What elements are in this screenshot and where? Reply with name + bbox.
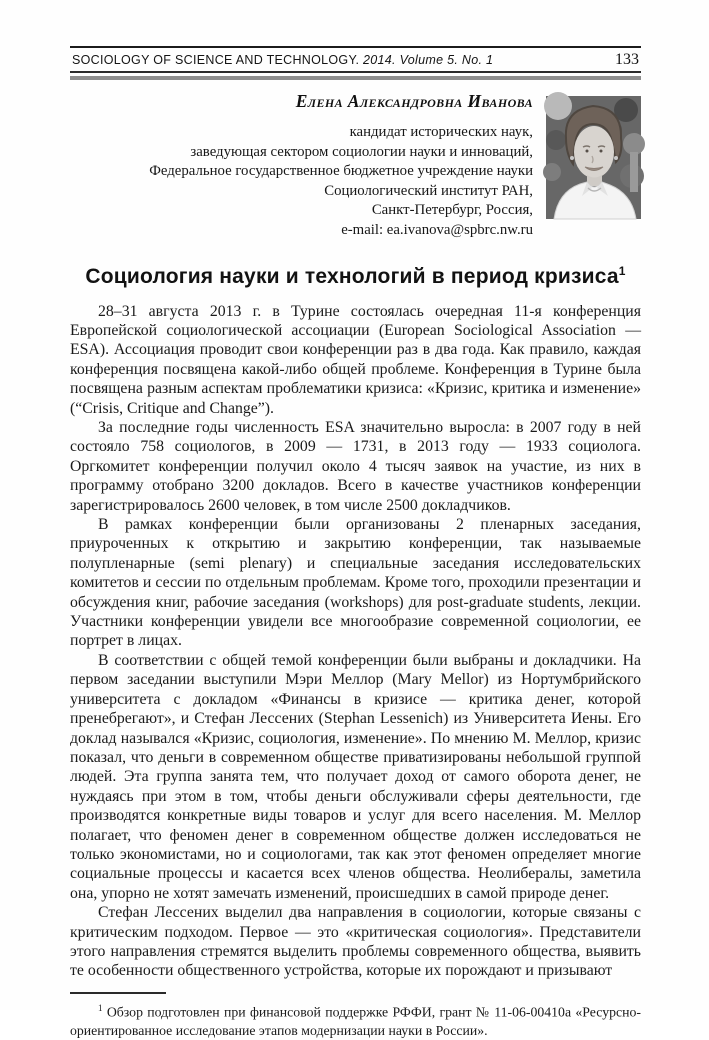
footnote-mark: 1 [98, 1002, 103, 1013]
article-title-text: Социология науки и технологий в период кризиса [85, 264, 619, 288]
journal-title [72, 53, 493, 67]
footnote-rule [70, 992, 166, 994]
paragraph-4: В соответствии с общей темой конференции были выбраны и докладчики. На первом заседании выступили Мэри Меллор (Mary Mellor) из Нортумбрийского университета с докладом «Финансы в кризисе — критика денег, которой пренебрегают», и Стефан Лессених (Stephan Lessenich) из Университета Иены. Его доклад назывался «Кризис, социология, изменение». По мнению М. Меллор, кризис показал, что деньги в современном обществе приватизированы небольшой группой людей. Эта группа занята тем, что получает доход от самого оборота денег, не нуждаясь при этом в том, чтобы деньги обслуживали сферы деятельности, где производятся конкретные виды товаров и услуг для всего населения. М. Меллор полагает, что феномен денег в современном обществе должен исследоваться не только экономистами, но и социологами, так как этот феномен определяет многие социальные процессы и касается всех членов общества. Неолибералы, заметила она, упорно не хотят замечать изменений, происшедших в самой природе денег. [70, 651, 641, 902]
author-detail-institution: Федеральное государственное бюджетное учреждение науки [149, 163, 533, 180]
header-rule-bottom [70, 76, 641, 80]
journal-name: SOCIOLOGY OF SCIENCE AND TECHNOLOGY. [72, 53, 360, 67]
page-number: 133 [615, 51, 639, 68]
footnote-text: Обзор подготовлен при финансовой поддержке РФФИ, грант № 11-06-00410а «Ресурсно-ориентированное исследование этапов модернизации науки в России». [70, 1004, 641, 1039]
author-detail-degree: кандидат исторических наук, [349, 124, 533, 140]
paragraph-2: За последние годы численность ESA значительно выросла: в 2007 году в ней состояло 758 социологов, в 2009 — 1731, в 2013 году — 1933 социолога. Оргкомитет конференции получил около 4 тысяч заявок на участие, из них в программу отобрано 3200 докладов. Всего в качестве участников конференции зарегистрировалось 2600 человек, в том числе 2500 докладчиков. [70, 419, 641, 514]
page-content [70, 0, 641, 1040]
paragraph-1: 28–31 августа 2013 г. в Турине состоялась очередная 11-я конференция Европейской социологической ассоциации (European Sociological Association — ESA). Ассоциация проводит свои конференции раз в два года. Как правило, каждая конференция посвящена какой-либо общей проблеме. Конференция в Турине была посвящена разным аспектам проблематики кризиса: «Кризис, критика и изменение» (“Crisis, Critique and Change”). [70, 302, 641, 417]
title-footnote-mark: 1 [618, 263, 626, 278]
author-detail-position: заведующая сектором социологии науки и инноваций, [190, 143, 533, 160]
article-body [70, 302, 641, 981]
author-detail-institute: Социологический институт РАН, [324, 182, 533, 199]
footnote [70, 999, 641, 1040]
portrait-photo-graphic [546, 96, 641, 219]
author-detail-email: e-mail: ea.ivanova@spbrc.nw.ru [341, 221, 533, 238]
author-details [70, 123, 533, 241]
author-portrait-photo [546, 96, 641, 219]
running-head [70, 46, 641, 71]
paragraph-3: В рамках конференции были организованы 2 пленарных заседания, приуроченных к открытию и закрытию конференции, так называемые полупленарные (semi plenary) и специальные заседания исследовательских комитетов и сессии по отдельным проблемам. Кроме того, проходили презентации и обсуждения книг, рабочие заседания (workshops) для post-graduate students, лекции. Участники конференции увидели все многообразие современной социологии, ее портрет в лицах. [70, 516, 641, 650]
author-detail-city: Санкт-Петербург, Россия, [371, 202, 533, 219]
journal-issue: 2014. Volume 5. No. 1 [363, 53, 494, 67]
author-text-block [70, 91, 546, 241]
author-name: Елена Александровна Иванова [295, 91, 533, 111]
author-section [70, 91, 641, 241]
article-title [70, 264, 641, 289]
paragraph-5: Стефан Лессених выделил два направления в социологии, которые связаны с критическим подходом. Первое — это «критическая социология». Представители этого направления стремятся выделить проблемы современного общества, выявить те особенности общественного устройства, которые их порождают и призывают [70, 904, 641, 980]
